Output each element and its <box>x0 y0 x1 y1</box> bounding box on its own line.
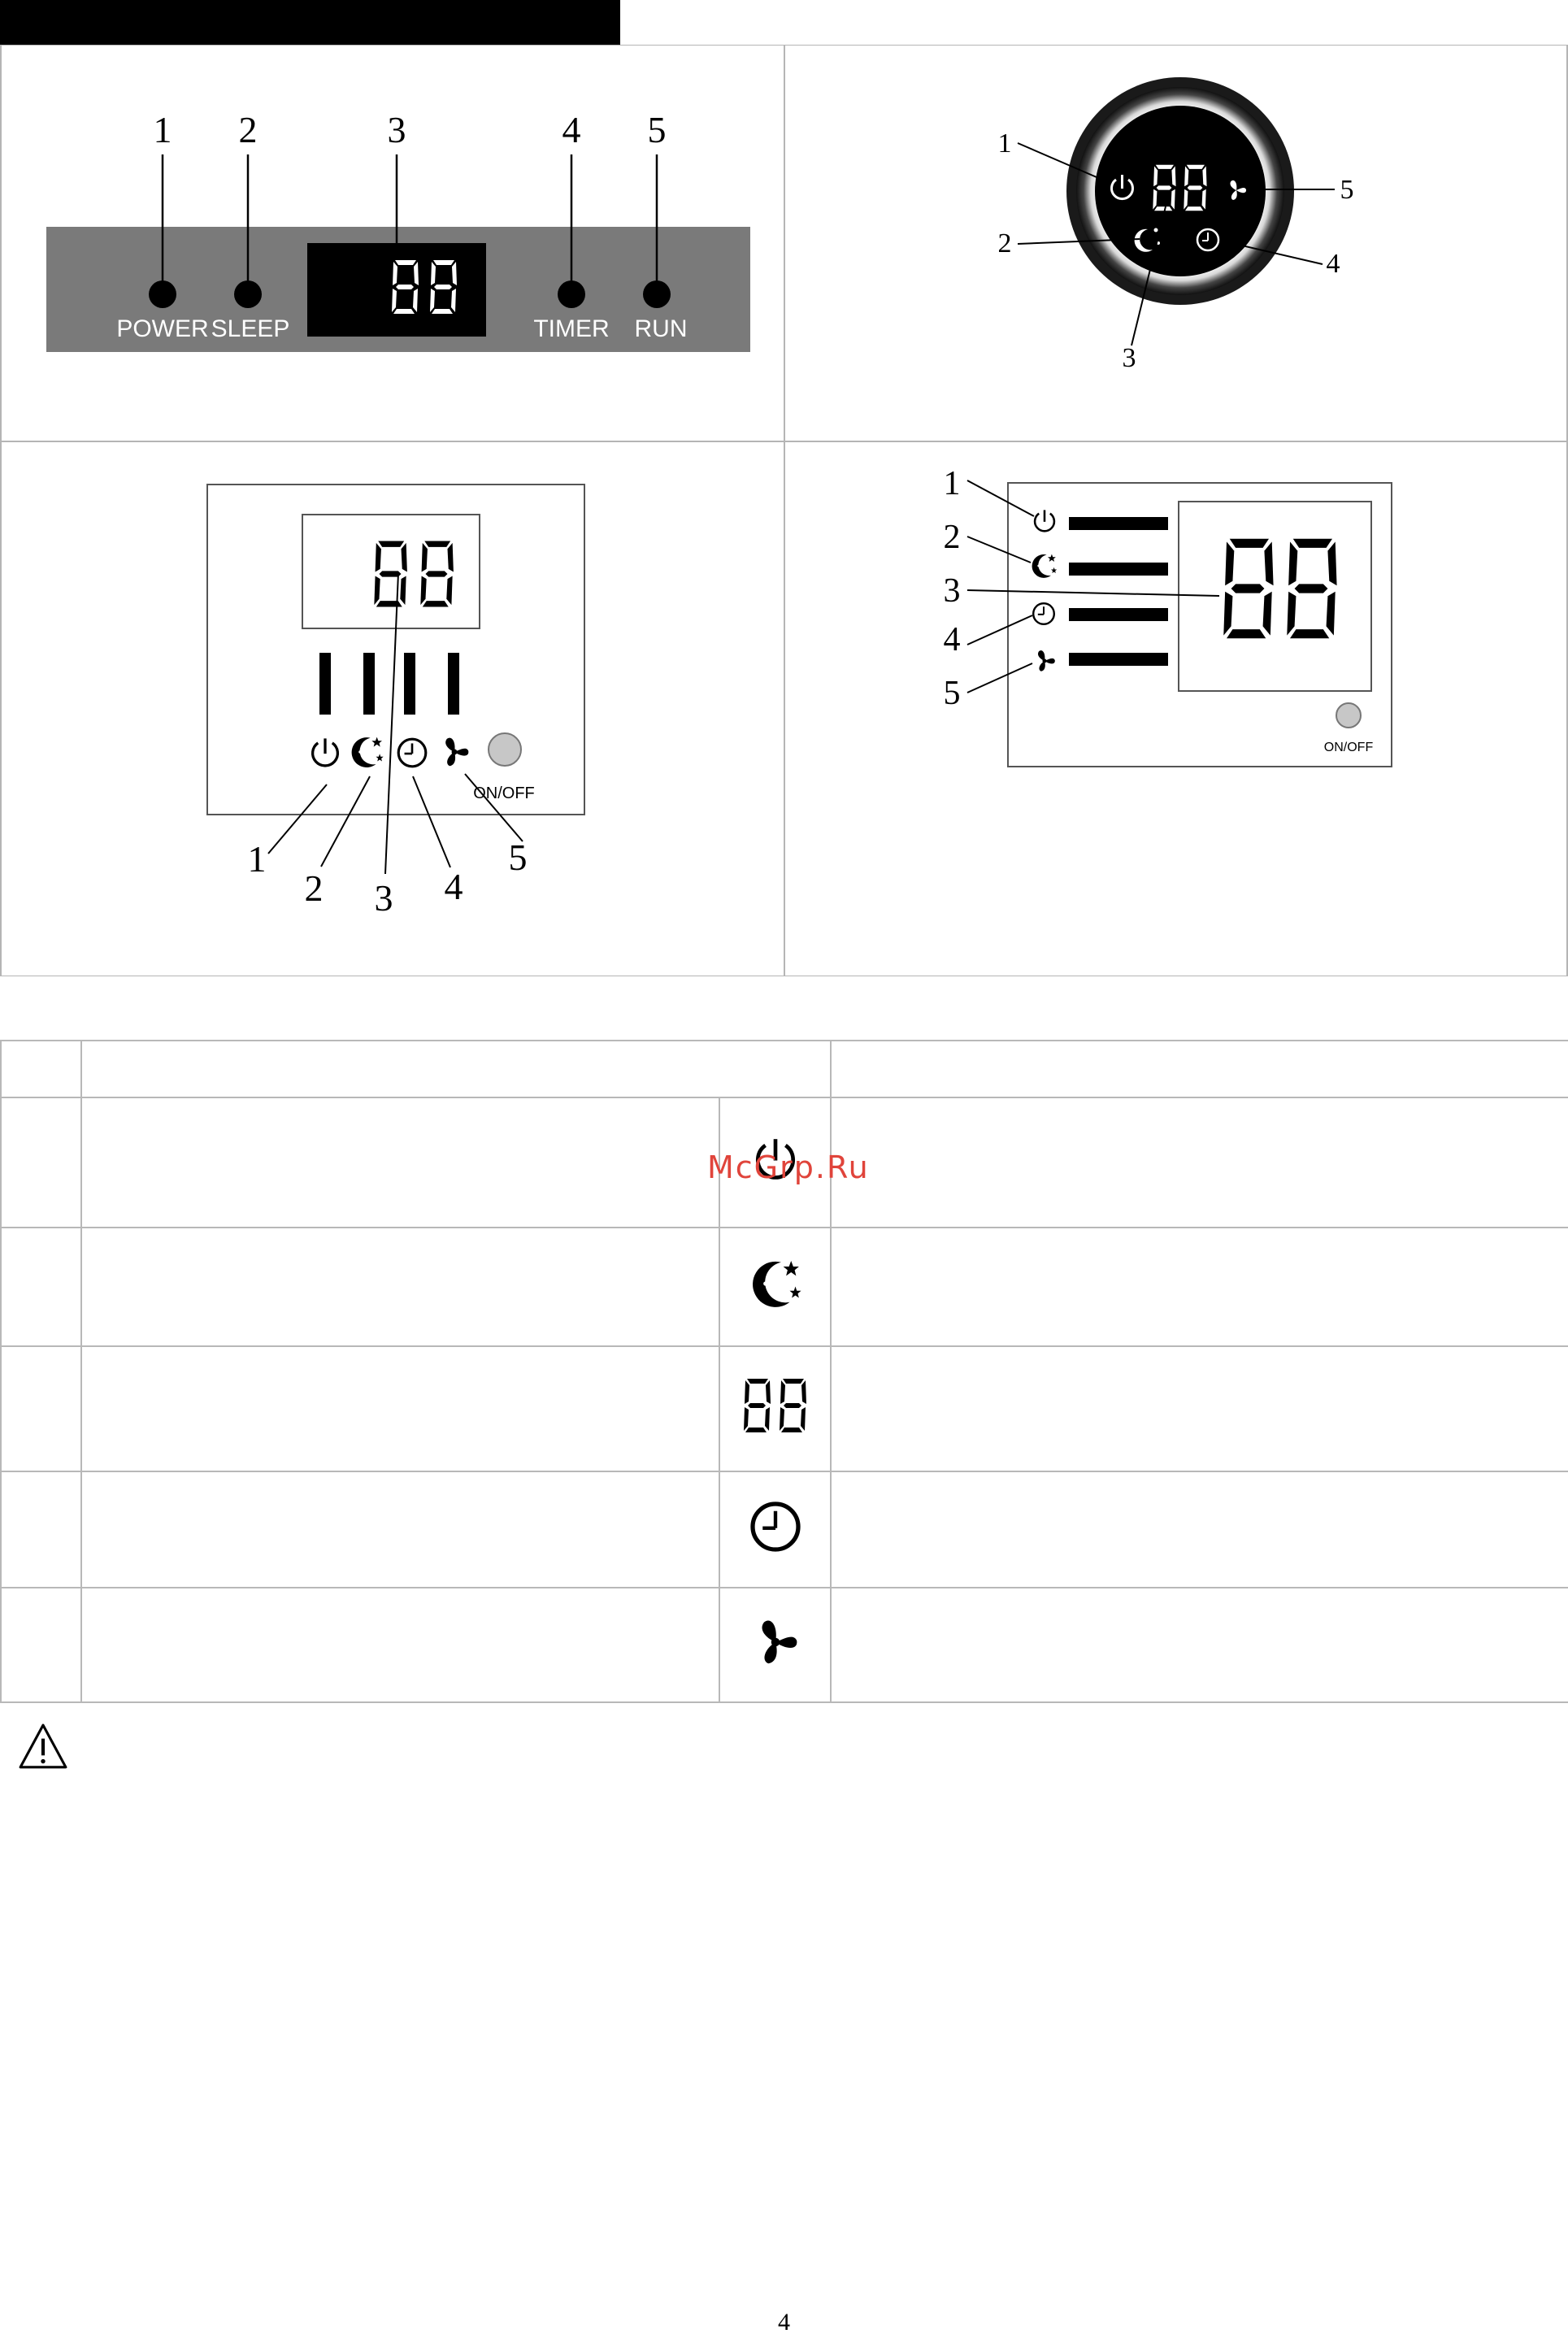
panel-a-timer-label: TIMER <box>533 315 610 342</box>
panel-b <box>998 77 1354 373</box>
function-table <box>0 1040 1568 1703</box>
table-header-cell <box>81 1041 831 1097</box>
panel-a-callout-5: 5 <box>647 109 667 150</box>
panel-d-callout-5: 5 <box>943 675 961 712</box>
table-cell <box>831 1588 1568 1702</box>
panel-a-callout-4: 4 <box>562 109 581 150</box>
timer-clock-icon <box>747 1498 804 1555</box>
panel-b-callout-1: 1 <box>997 128 1012 159</box>
panel-a-sleep-button[interactable] <box>234 280 262 308</box>
panel-d <box>944 465 1392 767</box>
table-header-cell <box>831 1041 1568 1097</box>
table-row <box>1 1228 1568 1346</box>
table-header-row <box>1 1041 1568 1097</box>
panel-c-onoff-label: ON/OFF <box>473 784 535 802</box>
panel-d-callout-1: 1 <box>943 465 961 502</box>
panel-d-callout-2: 2 <box>943 519 961 556</box>
table-cell <box>831 1346 1568 1471</box>
panel-a-run-label: RUN <box>634 315 688 342</box>
table-icon-cell <box>719 1346 831 1471</box>
table-cell <box>81 1588 719 1702</box>
table-cell <box>831 1228 1568 1346</box>
panel-a-timer-button[interactable] <box>558 280 585 308</box>
table-cell <box>1 1228 81 1346</box>
table-cell <box>1 1346 81 1471</box>
panel-a-sleep-label: SLEEP <box>211 315 290 342</box>
panel-d-callout-4: 4 <box>943 621 961 658</box>
table-cell <box>831 1471 1568 1588</box>
table-cell <box>831 1097 1568 1228</box>
fan-icon <box>747 1614 804 1671</box>
table-cell <box>81 1471 719 1588</box>
panel-b-callout-4: 4 <box>1326 249 1340 279</box>
table-cell <box>1 1097 81 1228</box>
panel-c-callout-5: 5 <box>508 837 528 878</box>
panel-c-callout-4: 4 <box>444 866 463 907</box>
panel-a-power-button[interactable] <box>149 280 176 308</box>
panel-d-onoff-button[interactable] <box>1336 703 1361 728</box>
panel-c-callout-2: 2 <box>304 867 324 909</box>
table-cell <box>1 1471 81 1588</box>
table-icon-cell <box>719 1588 831 1702</box>
panel-d-callout-3: 3 <box>943 572 961 610</box>
watermark: McGrp.Ru <box>707 1149 870 1185</box>
table-header-cell <box>1 1041 81 1097</box>
panel-c-onoff-button[interactable] <box>489 733 521 766</box>
panel-a-power-label: POWER <box>116 315 209 342</box>
panel-c <box>207 485 584 919</box>
display-88-icon <box>739 1377 812 1434</box>
table-row <box>1 1588 1568 1702</box>
panel-c-callout-1: 1 <box>247 838 267 880</box>
panel-a-callout-2: 2 <box>238 109 258 150</box>
table-cell <box>81 1228 719 1346</box>
panel-a-display <box>307 243 486 337</box>
warning-icon <box>16 1722 70 1776</box>
panel-b-callout-2: 2 <box>997 228 1012 259</box>
panel-b-callout-3: 3 <box>1122 343 1136 373</box>
table-row <box>1 1471 1568 1588</box>
table-cell <box>81 1346 719 1471</box>
control-panel-figures <box>0 45 1568 976</box>
table-row <box>1 1346 1568 1471</box>
panel-a-run-button[interactable] <box>643 280 671 308</box>
table-icon-cell <box>719 1471 831 1588</box>
panel-b-callout-5: 5 <box>1340 175 1354 205</box>
panel-a-callout-3: 3 <box>387 109 406 150</box>
page-number: 4 <box>778 2309 790 2336</box>
section-header-bar <box>0 0 620 45</box>
panel-a-callout-1: 1 <box>153 109 172 150</box>
panel-d-onoff-label: ON/OFF <box>1323 741 1374 754</box>
panel-c-callout-3: 3 <box>374 877 393 919</box>
table-icon-cell <box>719 1228 831 1346</box>
sleep-moon-icon <box>747 1255 804 1312</box>
table-cell <box>1 1588 81 1702</box>
table-cell <box>81 1097 719 1228</box>
panel-a <box>46 109 750 352</box>
